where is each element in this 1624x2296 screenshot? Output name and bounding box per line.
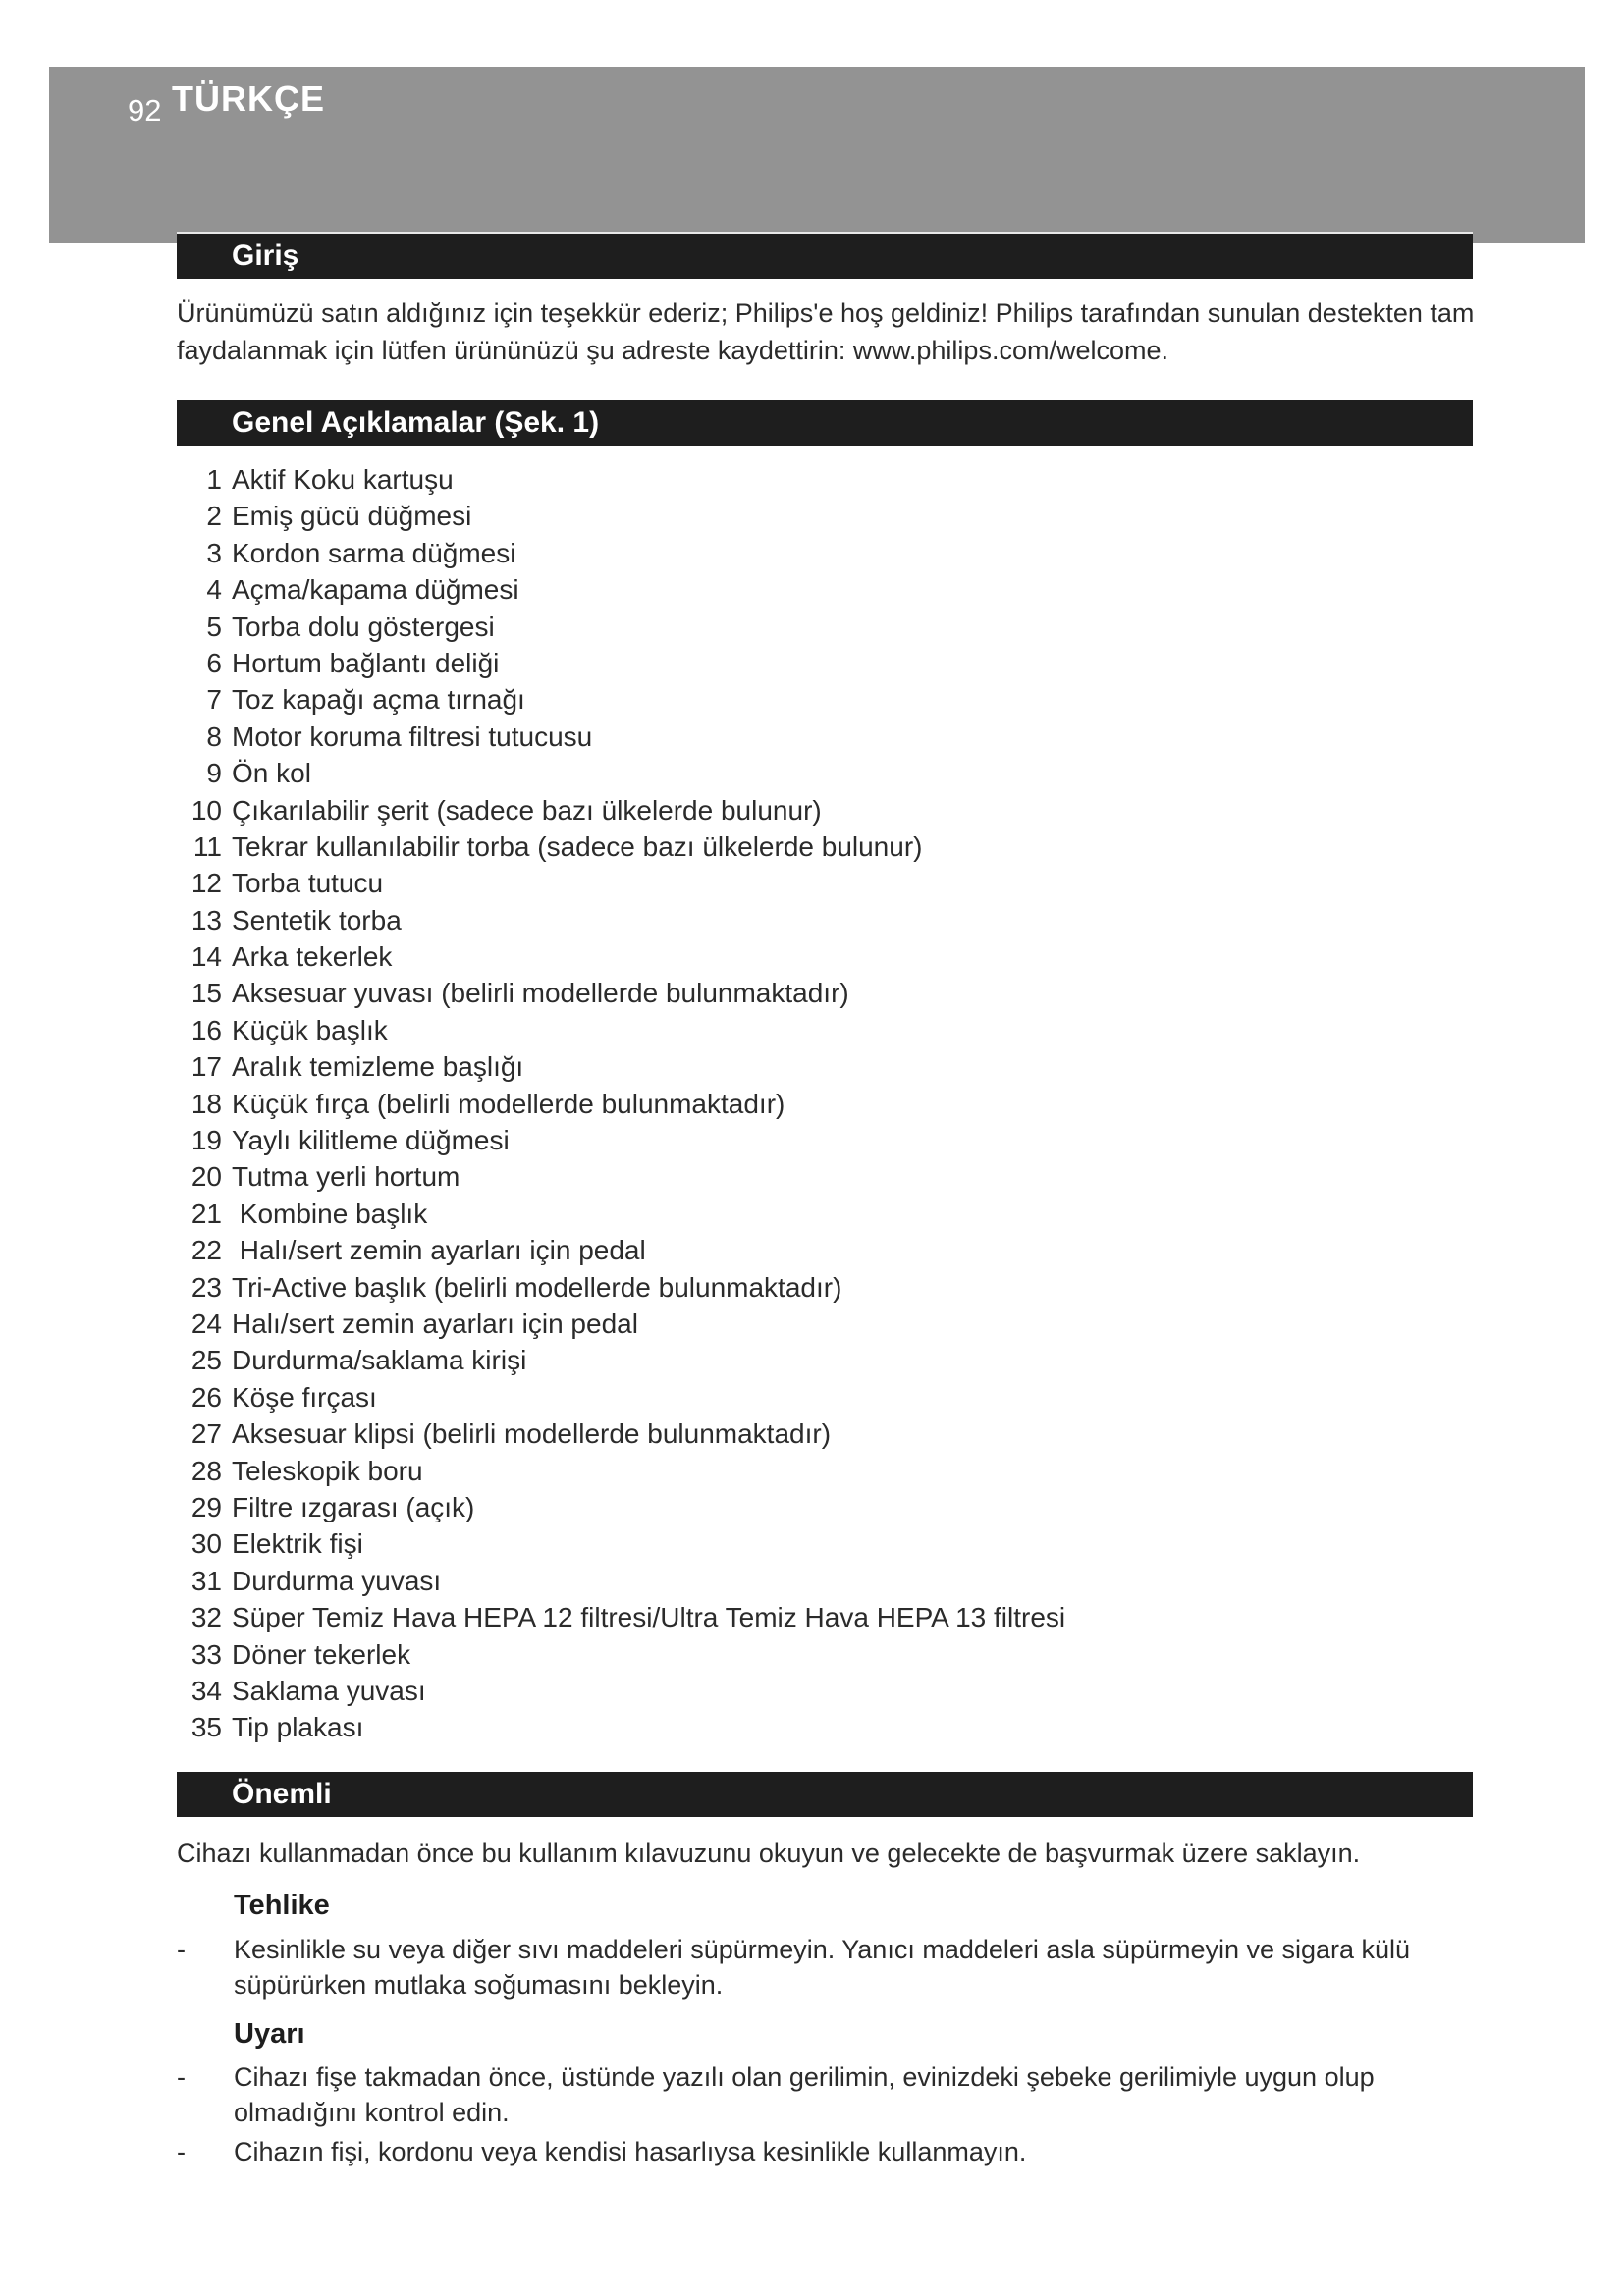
list-item	[167, 535, 1065, 571]
bullet-text: Kesinlikle su veya diğer sıvı maddeleri süpürmeyin. Yanıcı maddeleri asla süpürmeyin ve sigara külü süpürürken mutlaka soğumasını bekleyin.	[234, 1935, 1411, 2000]
list-item-number: 12	[190, 868, 222, 899]
list-item	[167, 1158, 1065, 1195]
list-item	[167, 828, 1065, 865]
list-item-number: 3	[206, 537, 222, 568]
list-item-number: 1	[206, 464, 222, 495]
list-item-number: 4	[206, 574, 222, 606]
warning-bullet	[177, 2059, 1483, 2130]
list-item-number: 26	[190, 1381, 222, 1413]
list-item-number: 31	[190, 1565, 222, 1596]
list-item	[167, 1379, 1065, 1415]
list-item-number: 30	[190, 1528, 222, 1560]
section-heading-general: Genel Açıklamalar (Şek. 1)	[177, 400, 1473, 446]
list-item-number: 34	[190, 1675, 222, 1706]
list-item	[167, 1122, 1065, 1158]
list-item	[167, 1012, 1065, 1048]
list-item-number: 10	[190, 794, 222, 826]
list-item	[167, 1636, 1065, 1673]
list-item	[167, 1453, 1065, 1489]
danger-bullet	[177, 1932, 1483, 2002]
list-item	[167, 498, 1065, 534]
bullet-text: Cihazı fişe takmadan önce, üstünde yazılı olan gerilimin, evinizdeki şebeke gerilimiyle uygun olup olmadığını kontrol edin.	[234, 2062, 1375, 2127]
list-item	[167, 1232, 1065, 1268]
list-item	[167, 1048, 1065, 1085]
list-item-label: Emiş gücü düğmesi	[232, 501, 472, 532]
list-item	[167, 609, 1065, 645]
list-item	[167, 681, 1065, 718]
list-item-label: Tekrar kullanılabilir torba (sadece bazı ülkelerde bulunur)	[232, 830, 923, 862]
list-item	[167, 1269, 1065, 1306]
list-item-label: Torba tutucu	[232, 868, 384, 899]
list-item-number: 32	[190, 1602, 222, 1633]
list-item-number: 6	[206, 647, 222, 678]
list-item-number: 15	[190, 978, 222, 1009]
list-item	[167, 865, 1065, 901]
list-item	[167, 938, 1065, 975]
list-item-label: Tri-Active başlık (belirli modellerde bulunmaktadır)	[232, 1271, 842, 1303]
list-item-label: Küçük fırça (belirli modellerde bulunmaktadır)	[232, 1088, 785, 1119]
list-item-number: 22	[190, 1235, 222, 1266]
important-paragraph: Cihazı kullanmadan önce bu kullanım kılavuzunu okuyun ve gelecekte de başvurmak üzere saklayın.	[177, 1839, 1361, 1868]
list-item	[167, 902, 1065, 938]
list-item-label: Aksesuar klipsi (belirli modellerde bulunmaktadır)	[232, 1418, 832, 1450]
list-item-number: 20	[190, 1161, 222, 1193]
list-item-label: Aktif Koku kartuşu	[232, 464, 454, 495]
list-item-number: 28	[190, 1455, 222, 1486]
list-item-number: 35	[190, 1712, 222, 1743]
list-item-label: Filtre ızgarası (açık)	[232, 1491, 475, 1522]
list-item	[167, 1709, 1065, 1745]
danger-heading: Tehlike	[234, 1890, 330, 1921]
list-item-number: 8	[206, 721, 222, 752]
list-item-label: Hortum bağlantı deliği	[232, 647, 500, 678]
list-item-label: Tip plakası	[232, 1712, 364, 1743]
list-item	[167, 755, 1065, 791]
list-item-label: Teleskopik boru	[232, 1455, 423, 1486]
list-item	[167, 719, 1065, 755]
list-item-label: Tutma yerli hortum	[232, 1161, 460, 1193]
list-item-number: 29	[190, 1491, 222, 1522]
language-title: TÜRKÇE	[172, 79, 325, 119]
list-item-number: 16	[190, 1014, 222, 1045]
parts-list	[167, 461, 1065, 1746]
list-item-number: 13	[190, 904, 222, 935]
warning-bullet	[177, 2134, 1483, 2169]
list-item-number: 27	[190, 1418, 222, 1450]
list-item	[167, 1342, 1065, 1378]
list-item-label: Küçük başlık	[232, 1014, 388, 1045]
list-item-number: 14	[190, 941, 222, 973]
list-item-number: 33	[190, 1638, 222, 1670]
list-item-number: 24	[190, 1308, 222, 1339]
list-item-label: Durdurma/saklama kirişi	[232, 1345, 527, 1376]
bullet-text: Cihazın fişi, kordonu veya kendisi hasarlıysa kesinlikle kullanmayın.	[234, 2137, 1027, 2166]
list-item-number: 23	[190, 1271, 222, 1303]
list-item	[167, 645, 1065, 681]
list-item-number: 21	[190, 1198, 222, 1229]
list-item	[167, 461, 1065, 498]
list-item-number: 19	[190, 1125, 222, 1156]
list-item-label: Kombine başlık	[232, 1198, 428, 1229]
list-item-number: 7	[206, 684, 222, 716]
list-item-label: Aksesuar yuvası (belirli modellerde bulunmaktadır)	[232, 978, 849, 1009]
warning-heading: Uyarı	[234, 2018, 305, 2050]
section-heading-important: Önemli	[177, 1772, 1473, 1817]
section-heading-intro: Giriş	[177, 234, 1473, 279]
list-item-label: Döner tekerlek	[232, 1638, 411, 1670]
list-item	[167, 1489, 1065, 1525]
list-item-label: Durdurma yuvası	[232, 1565, 442, 1596]
bullet-marker: -	[177, 2062, 186, 2092]
list-item-number: 17	[190, 1051, 222, 1083]
list-item-label: Torba dolu göstergesi	[232, 611, 495, 642]
list-item	[167, 1196, 1065, 1232]
list-item-label: Açma/kapama düğmesi	[232, 574, 519, 606]
list-item-label: Çıkarılabilir şerit (sadece bazı ülkelerde bulunur)	[232, 794, 822, 826]
list-item	[167, 1563, 1065, 1599]
list-item-label: Saklama yuvası	[232, 1675, 426, 1706]
list-item-number: 11	[192, 830, 222, 862]
list-item	[167, 792, 1065, 828]
intro-paragraph: Ürünümüzü satın aldığınız için teşekkür ederiz; Philips'e hoş geldiniz! Philips tarafından sunulan destekten tam faydalanmak için lütfen ürününüzü şu adreste kaydettirin: www.philips.com/welcome.	[177, 298, 1475, 365]
list-item-label: Toz kapağı açma tırnağı	[232, 684, 525, 716]
list-item-label: Halı/sert zemin ayarları için pedal	[232, 1308, 638, 1339]
bullet-marker: -	[177, 1935, 186, 1964]
list-item-label: Motor koruma filtresi tutucusu	[232, 721, 593, 752]
list-item-label: Yaylı kilitleme düğmesi	[232, 1125, 510, 1156]
list-item	[167, 1525, 1065, 1562]
list-item	[167, 1673, 1065, 1709]
list-item	[167, 1306, 1065, 1342]
list-item-number: 2	[206, 501, 222, 532]
page-number: 92	[128, 93, 162, 128]
list-item-label: Elektrik fişi	[232, 1528, 363, 1560]
list-item-number: 25	[190, 1345, 222, 1376]
list-item-number: 5	[206, 611, 222, 642]
list-item	[167, 975, 1065, 1011]
list-item	[167, 1415, 1065, 1452]
list-item-number: 18	[190, 1088, 222, 1119]
list-item	[167, 1599, 1065, 1635]
list-item-label: Sentetik torba	[232, 904, 402, 935]
list-item	[167, 571, 1065, 608]
list-item-number: 9	[206, 758, 222, 789]
bullet-marker: -	[177, 2137, 186, 2166]
list-item	[167, 1086, 1065, 1122]
list-item-label: Aralık temizleme başlığı	[232, 1051, 524, 1083]
list-item-label: Süper Temiz Hava HEPA 12 filtresi/Ultra Temiz Hava HEPA 13 filtresi	[232, 1602, 1066, 1633]
list-item-label: Halı/sert zemin ayarları için pedal	[232, 1235, 646, 1266]
list-item-label: Köşe fırçası	[232, 1381, 377, 1413]
list-item-label: Kordon sarma düğmesi	[232, 537, 516, 568]
list-item-label: Ön kol	[232, 758, 311, 789]
list-item-label: Arka tekerlek	[232, 941, 393, 973]
